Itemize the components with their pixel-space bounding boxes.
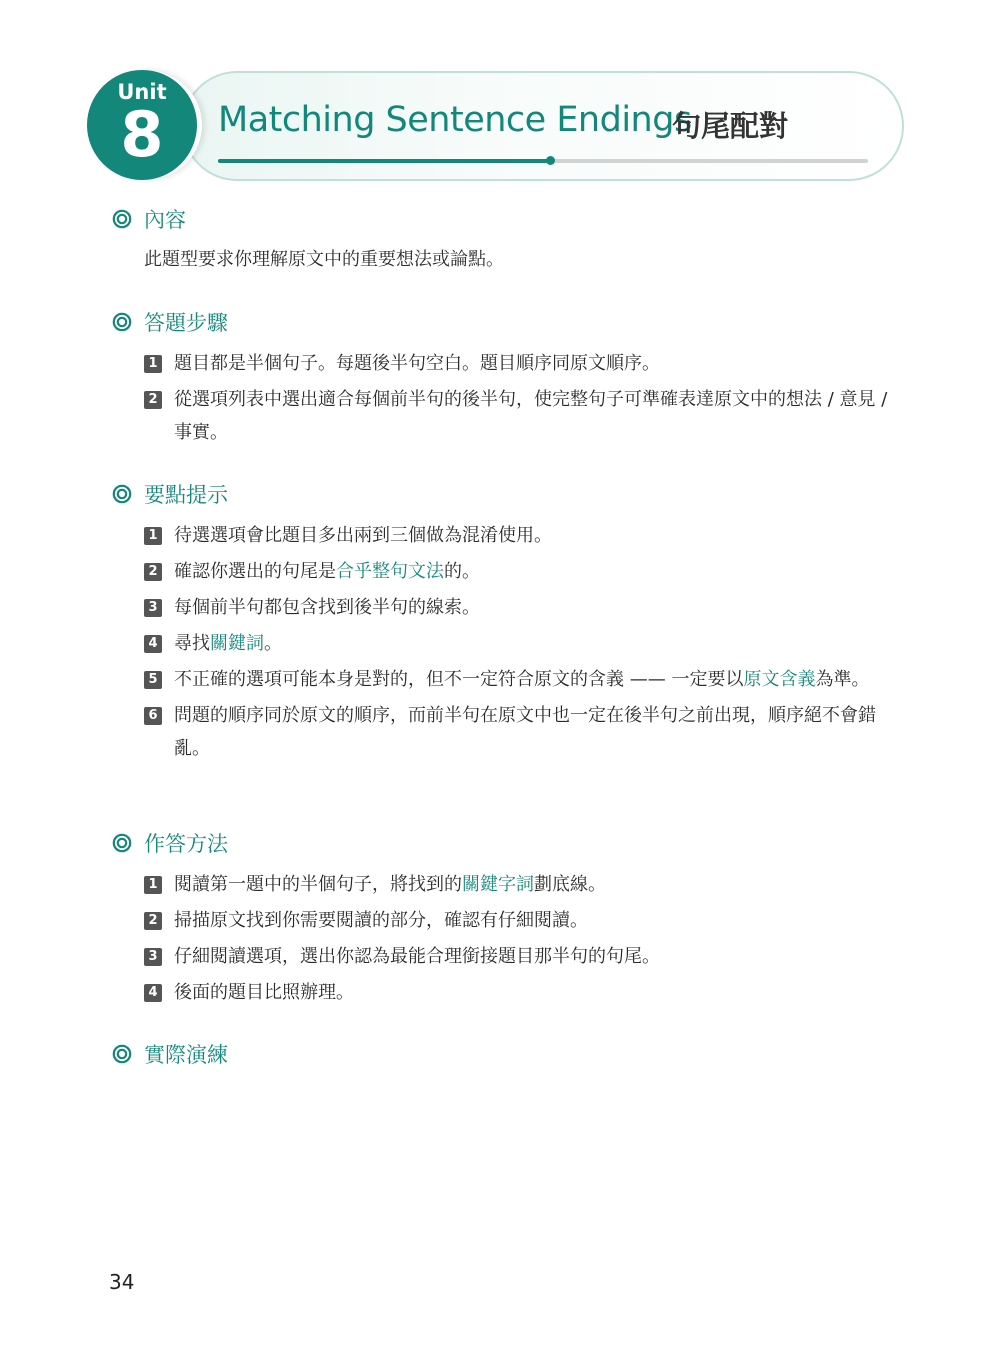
section-title: 答題步驟: [144, 311, 228, 335]
item-text: 問題的順序同於原文的順序，而前半句在原文中也一定在後半句之前出現，順序絕不會錯亂。: [174, 705, 876, 759]
highlight-term: 關鍵詞: [210, 633, 264, 654]
number-badge: 1: [144, 876, 162, 894]
unit-progress-fill: [218, 159, 550, 163]
highlight-term: 合乎整句文法: [336, 561, 444, 582]
item-text: 每個前半句都包含找到後半句的線索。: [174, 597, 480, 618]
list-item: [144, 663, 892, 696]
section-tips: [112, 479, 892, 768]
item-text: 掃描原文找到你需要閱讀的部分，確認有仔細閱讀。: [174, 910, 588, 931]
number-badge: 4: [144, 984, 162, 1002]
section-header: [112, 307, 892, 337]
section-header: [112, 204, 892, 234]
unit-number: 8: [120, 98, 164, 171]
list-item: [144, 627, 892, 660]
section-header: [112, 828, 892, 858]
text-segment: 。: [264, 633, 282, 654]
text-segment: 不正確的選項可能本身是對的，但不一定符合原文的含義 —— 一定要以: [174, 669, 744, 690]
section-method: [112, 828, 892, 1012]
double-circle-icon: [112, 484, 132, 504]
item-text: [174, 555, 892, 588]
number-badge: 2: [144, 912, 162, 930]
number-badge: 5: [144, 671, 162, 689]
unit-progress-dot: [546, 156, 555, 165]
unit-title: Matching Sentence Endings: [218, 100, 692, 140]
item-text: [174, 868, 892, 901]
section-title: 內容: [144, 208, 186, 232]
section-header: [112, 479, 892, 509]
double-circle-icon: [112, 1044, 132, 1064]
list-item: [144, 976, 892, 1009]
item-text: [174, 663, 892, 696]
text-segment: 尋找: [174, 633, 210, 654]
text-segment: 閱讀第一題中的半個句子，將找到的: [174, 874, 462, 895]
section-body: 此題型要求你理解原文中的重要想法或論點。: [144, 249, 504, 270]
item-text: [174, 627, 892, 660]
steps-list: [144, 347, 892, 449]
section-title: 實際演練: [144, 1043, 228, 1067]
item-text: 後面的題目比照辦理。: [174, 982, 354, 1003]
tips-list: [144, 519, 892, 765]
item-text: 仔細閱讀選項，選出你認為最能合理銜接題目那半句的句尾。: [174, 946, 660, 967]
section-title: 作答方法: [144, 832, 228, 856]
number-badge: 3: [144, 948, 162, 966]
unit-title-zh: 句尾配對: [672, 109, 789, 143]
unit-progress-bar: [218, 159, 868, 163]
highlight-term: 關鍵字詞: [462, 874, 534, 895]
section-header: [112, 1039, 892, 1069]
number-badge: 1: [144, 527, 162, 545]
list-item: [144, 940, 892, 973]
unit-label: Unit: [117, 80, 167, 104]
number-badge: 3: [144, 599, 162, 617]
item-text: 待選選項會比題目多出兩到三個做為混淆使用。: [174, 525, 552, 546]
item-text: 題目都是半個句子。每題後半句空白。題目順序同原文順序。: [174, 353, 660, 374]
list-item: [144, 519, 892, 552]
list-item: [144, 904, 892, 937]
unit-badge: [87, 70, 197, 180]
list-item: [144, 868, 892, 901]
page-number: 34: [109, 1270, 135, 1294]
text-segment: 確認你選出的句尾是: [174, 561, 336, 582]
section-practice: [112, 1039, 892, 1069]
number-badge: 2: [144, 391, 162, 409]
list-item: [144, 347, 892, 380]
number-badge: 4: [144, 635, 162, 653]
section-title: 要點提示: [144, 483, 228, 507]
number-badge: 1: [144, 355, 162, 373]
text-segment: 劃底線。: [534, 874, 606, 895]
number-badge: 6: [144, 707, 162, 725]
list-item: [144, 591, 892, 624]
item-text: 從選項列表中選出適合每個前半句的後半句，使完整句子可準確表達原文中的想法 / 意見 / 事實。: [174, 389, 888, 443]
section-steps: [112, 307, 892, 452]
double-circle-icon: [112, 312, 132, 332]
list-item: [144, 699, 892, 765]
section-content: [112, 204, 892, 274]
highlight-term: 原文含義: [743, 669, 816, 690]
number-badge: 2: [144, 563, 162, 581]
method-list: [144, 868, 892, 1009]
double-circle-icon: [112, 209, 132, 229]
list-item: [144, 555, 892, 588]
text-segment: 的。: [444, 561, 480, 582]
double-circle-icon: [112, 833, 132, 853]
text-segment: 為準。: [815, 669, 870, 690]
list-item: [144, 383, 892, 449]
